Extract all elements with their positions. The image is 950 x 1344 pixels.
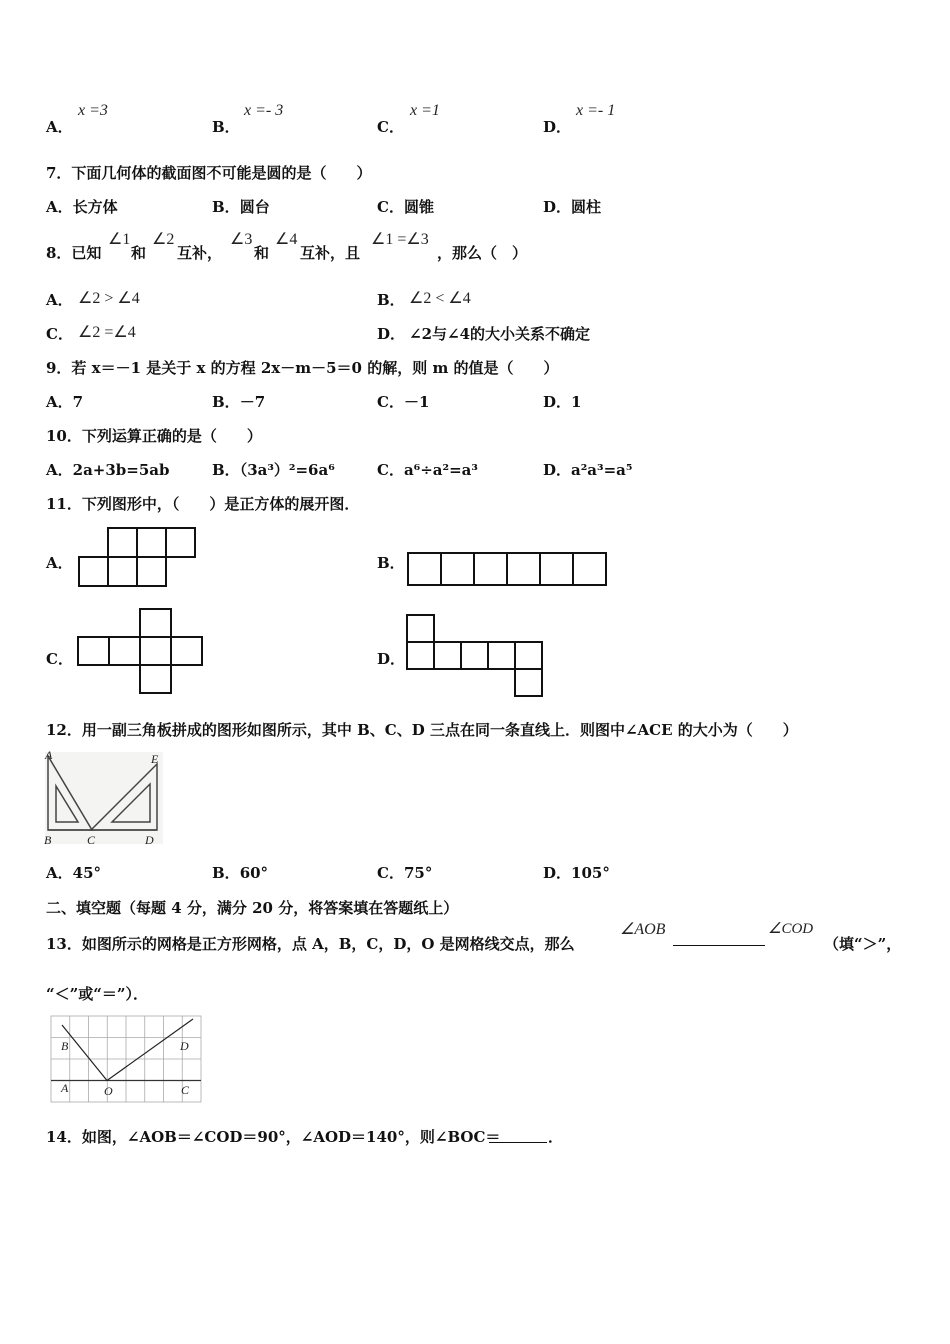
q9-option-b: B．－7 bbox=[212, 393, 266, 411]
q14-answer-blank[interactable] bbox=[489, 1141, 547, 1143]
q12-option-d: D．105° bbox=[543, 864, 610, 882]
q8-option-a-text: ∠2 > ∠4 bbox=[78, 290, 140, 307]
q8-option-d-text: ∠2与∠4的大小关系不确定 bbox=[409, 325, 591, 343]
q6-option-c-expr: x =1 bbox=[410, 102, 440, 119]
q13-label-d: D bbox=[180, 1039, 189, 1053]
q12-label-a: A bbox=[45, 748, 53, 762]
q10-option-d: D．a²a³=a⁵ bbox=[543, 461, 633, 479]
q8-option-d-label: D． bbox=[377, 325, 406, 343]
q12-triangle-figure bbox=[44, 748, 166, 848]
q6-option-a-label: A． bbox=[46, 118, 73, 136]
q10-option-c: C．a⁶÷a²=a³ bbox=[377, 461, 478, 479]
q8-option-a-label: A． bbox=[46, 291, 73, 309]
q13-angle-aob: ∠AOB bbox=[620, 921, 666, 938]
q6-option-b-expr: x =- 3 bbox=[244, 102, 284, 119]
q7-option-c: C．圆锥 bbox=[377, 198, 434, 216]
q13-grid-figure bbox=[50, 1015, 204, 1105]
q7-option-b: B．圆台 bbox=[212, 198, 270, 216]
q6-option-b-label: B． bbox=[212, 118, 240, 136]
q11-option-d-label: D． bbox=[377, 650, 406, 668]
q12-stem: 12．用一副三角板拼成的图形如图所示，其中 B、C、D 三点在同一条直线上．则图中∠ACE 的大小为（ ） bbox=[46, 721, 798, 739]
section2-heading: 二、填空题（每题 4 分，满分 20 分，将答案填在答题纸上） bbox=[46, 899, 459, 917]
q8-option-c-text: ∠2 =∠4 bbox=[78, 324, 136, 341]
q6-option-c-label: C． bbox=[377, 118, 404, 136]
q9-option-a: A．7 bbox=[46, 393, 84, 411]
q11-option-a-label: A． bbox=[46, 554, 73, 572]
q12-label-e: E bbox=[151, 752, 159, 766]
q13-label-a: A bbox=[61, 1081, 69, 1095]
q8-option-b-text: ∠2 < ∠4 bbox=[409, 290, 471, 307]
q13-label-o: O bbox=[104, 1084, 113, 1098]
q7-option-d: D．圆柱 bbox=[543, 198, 602, 216]
q13-label-c: C bbox=[181, 1083, 190, 1097]
q8-option-c-label: C． bbox=[46, 325, 73, 343]
q11-net-b bbox=[407, 552, 610, 588]
q6-option-d-expr: x =- 1 bbox=[576, 102, 616, 119]
q11-option-c-label: C． bbox=[46, 650, 73, 668]
q13-label-b: B bbox=[61, 1039, 69, 1053]
q10-option-a: A．2a+3b=5ab bbox=[46, 461, 170, 479]
q12-label-b: B bbox=[44, 833, 52, 847]
q13-answer-blank[interactable] bbox=[673, 944, 765, 946]
q6-option-d-label: D． bbox=[543, 118, 572, 136]
q11-net-a bbox=[78, 527, 198, 589]
q12-option-a: A．45° bbox=[46, 864, 102, 882]
q13-angle-cod: ∠COD bbox=[768, 921, 814, 937]
q12-label-c: C bbox=[87, 833, 96, 847]
q12-option-c: C．75° bbox=[377, 864, 433, 882]
q9-option-c: C．－1 bbox=[377, 393, 430, 411]
q11-stem: 11．下列图形中，（ ）是正方体的展开图． bbox=[46, 495, 360, 513]
q12-option-b: B．60° bbox=[212, 864, 269, 882]
q9-option-d: D．1 bbox=[543, 393, 582, 411]
q8-option-b-label: B． bbox=[377, 291, 405, 309]
q11-net-c bbox=[77, 608, 207, 696]
q10-option-b: B．（3a³）²=6a⁶ bbox=[212, 461, 335, 479]
q11-net-d bbox=[406, 614, 546, 698]
q10-stem: 10．下列运算正确的是（ ） bbox=[46, 427, 262, 445]
q6-option-a-expr: x =3 bbox=[78, 102, 108, 119]
q7-stem: 7．下面几何体的截面图不可能是圆的是（ ） bbox=[46, 164, 372, 182]
q9-stem: 9．若 x＝－1 是关于 x 的方程 2x－m－5＝0 的解，则 m 的值是（ ） bbox=[46, 359, 559, 377]
q12-label-d: D bbox=[145, 833, 154, 847]
q7-option-a: A．长方体 bbox=[46, 198, 118, 216]
q11-option-b-label: B． bbox=[377, 554, 405, 572]
